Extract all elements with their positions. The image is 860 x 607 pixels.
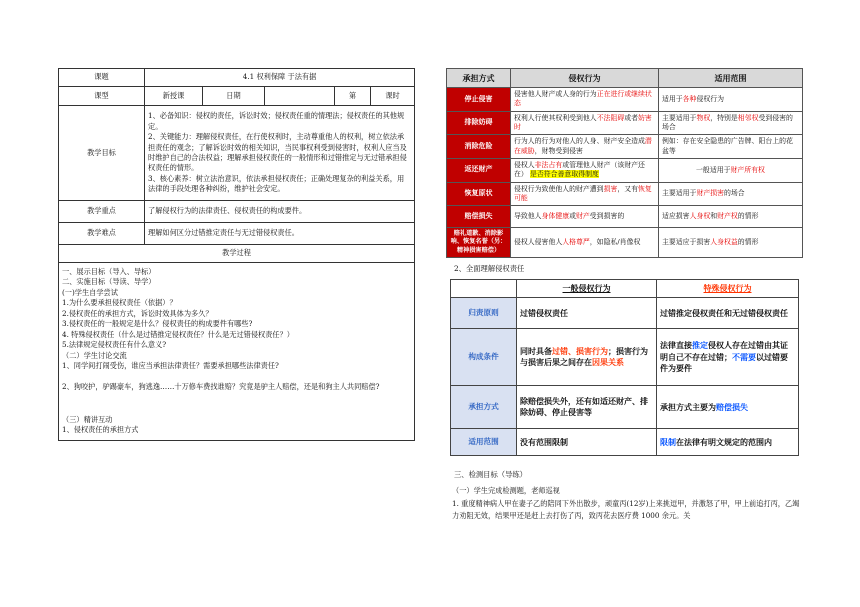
col-header-general: 一般侵权行为 [517,280,657,298]
goal-1: 1、必备知识：侵权的责任，诉讼时效；侵权责任重的情理法；侵权责任的其他规定。 [148,111,405,131]
row-label: 承担方式 [451,386,517,429]
col-header-special: 特殊侵权行为 [657,280,799,298]
act-cell: 权利人行使其权利受到他人不法阻碍或者妨害时 [511,111,659,135]
table-row [451,386,799,429]
row-label: 归责原则 [451,298,517,329]
method-cell: 消除危险 [447,135,511,159]
process-line: 5.法律规定侵权责任有什么意义? [62,340,167,350]
special-cell: 法律直接推定侵权人存在过错由其证明自己不存在过错；不需要以过错要件为要件 [657,329,799,386]
act-cell: 侵害他人财产或人身的行为正在进行或继续状态 [511,88,659,112]
difficulty-label: 教学难点 [59,223,145,245]
process-line: (一)学生自学尝试 [62,287,118,297]
goals-label: 教学目标 [59,106,145,201]
scope-cell: 主要适应于损害人身权益的情形 [659,228,803,258]
process-line: （三）精讲互动 [62,414,113,424]
special-cell: 限制在法律有明文规定的范围内 [657,429,799,456]
process-line: 4. 特殊侵权责任（什么是过错推定侵权责任？什么是无过错侵权责任？） [62,329,294,339]
method-cell: 返还财产 [447,158,511,182]
table-row [447,135,803,159]
course-label: 课题 [59,69,145,87]
type-label: 课型 [59,87,145,106]
table-row [447,158,803,182]
act-cell: 侵权人侵害他人人格尊严，如隐私/肖像权 [511,228,659,258]
process-line: 2、狗咬护，驴踢豪车，狗逃逸……十万修车费找谁赔？究竟是驴主人赔偿，还是和狗主人共同赔偿? [62,382,380,392]
process-line: 1、侵权责任的承担方式 [62,425,139,435]
right-page [446,68,806,523]
special-cell: 承担方式主要为赔偿损失 [657,386,799,429]
act-cell: 导致他人身体健康或财产受到损害的 [511,206,659,228]
process-title: 教学过程 [59,245,415,263]
col-header-method: 承担方式 [447,69,511,88]
table-row [451,298,799,329]
act-cell: 行为人的行为对他人的人身、财产安全造成潜在威胁，财物受到侵害 [511,135,659,159]
section-heading: 2、全面理解侵权责任 [454,264,525,274]
key-value: 了解侵权行为的法律责任、侵权责任的构成要件。 [145,201,415,223]
process-line: 一、展示目标（导入、导标） [62,267,156,276]
process-line: 1、同学间打闹受伤，谁应当承担法律责任？需要承担哪些法律责任? [62,360,279,370]
corner-cell [451,280,517,298]
process-line: （二）学生讨论交流 [62,350,127,360]
table-row [447,182,803,206]
special-cell: 过错推定侵权责任和无过错侵权责任 [657,298,799,329]
table-row [447,228,803,258]
general-cell: 没有范围限制 [517,429,657,456]
key-label: 教学重点 [59,201,145,223]
scope-cell: 主要适用于物权，特别是相邻权受到侵害的场合 [659,111,803,135]
method-cell: 停止侵害 [447,88,511,112]
tort-comparison-table [450,279,799,456]
general-cell: 除赔偿损失外，还有如适还财产、排除妨碍、停止侵害等 [517,386,657,429]
process-line: 3.侵权责任的一般规定是什么？侵权责任的构成要件有哪些? [62,319,253,329]
scope-cell: 主要适用于财产损害的场合 [659,182,803,206]
subsection-heading: （一）学生完成检测题，老师巡视 [452,486,560,496]
row-label: 构成条件 [451,329,517,386]
method-cell: 排除妨碍 [447,111,511,135]
col-header-act: 侵权行为 [511,69,659,88]
goals-content [145,106,415,201]
table-row [451,429,799,456]
col-header-scope: 适用范围 [659,69,803,88]
process-line: 1.为什么要承担侵权责任（依据）？ [62,298,177,308]
act-cell: 侵权人非法占有或管理他人财产（该财产还在） 是否符合善意取得制度 [511,158,659,182]
type-value: 新授课 [145,87,203,106]
general-cell: 同时具备过错、损害行为；损害行为与损害后果之间存在因果关系 [517,329,657,386]
act-cell: 侵权行为致使他人的财产遭到损害，又有恢复可能 [511,182,659,206]
row-label: 适用范围 [451,429,517,456]
course-value: 4.1 权利保障 于法有据 [145,69,415,87]
method-cell: 赔偿损失 [447,206,511,228]
scope-cell: 适用于各种侵权行为 [659,88,803,112]
goal-3: 3、核心素养：树立法治意识，依法承担侵权责任；正确处理复杂的利益关系，用法律的手段处理各种纠纷，维护社会安定。 [148,173,405,194]
question-text: 1. 重度精神病人甲在妻子乙的陪同下外出散步，顽童丙(12岁)上来挑逗甲，并激怒了甲，甲上前追打丙，乙竭力劝阻无效，结果甲还是赶上去打伤了丙，致丙花去医疗费 1000 余元。关 [452,498,800,521]
table-row [447,88,803,112]
table-row [451,329,799,386]
method-cell: 赔礼道歉、消除影响、恢复名誉（另：精神损害赔偿） [447,228,511,258]
scope-cell: 例如：存在安全隐患的广告牌、阳台上的花盆等 [659,135,803,159]
process-line: 二、实施目标（导读、导学） [62,277,156,287]
scope-cell: 适应损害人身权和财产权的情形 [659,206,803,228]
lesson-plan-table [58,68,415,441]
difficulty-value: 理解如何区分过错推定责任与无过错侵权责任。 [145,223,415,245]
method-cell: 恢复原状 [447,182,511,206]
period-label: 第 [335,87,371,106]
date-label: 日期 [203,87,265,106]
scope-cell: 一般适用于财产所有权 [659,158,803,182]
section-heading: 三、检测目标（导练） [454,470,527,480]
date-value [265,87,335,106]
process-content [59,263,415,441]
liability-methods-table [446,68,803,258]
goal-2: 2、关键能力：理解侵权责任，在行使权利时，主动尊重他人的权利，树立依法承担责任的观念；了解诉讼时效的相关知识，当民事权利受到侵害时，权利人应当及时维护自己的合法权益；理解承担侵权责任的一般情形和过错推定与无过错承担侵权责任的情形。 [148,132,407,173]
lesson-plan-page [58,68,414,441]
table-row [447,206,803,228]
table-row [447,111,803,135]
process-line: 2.侵权责任的承担方式，诉讼时效具体为多久？ [62,308,213,318]
general-cell: 过错侵权责任 [517,298,657,329]
period-unit: 课时 [371,87,415,106]
